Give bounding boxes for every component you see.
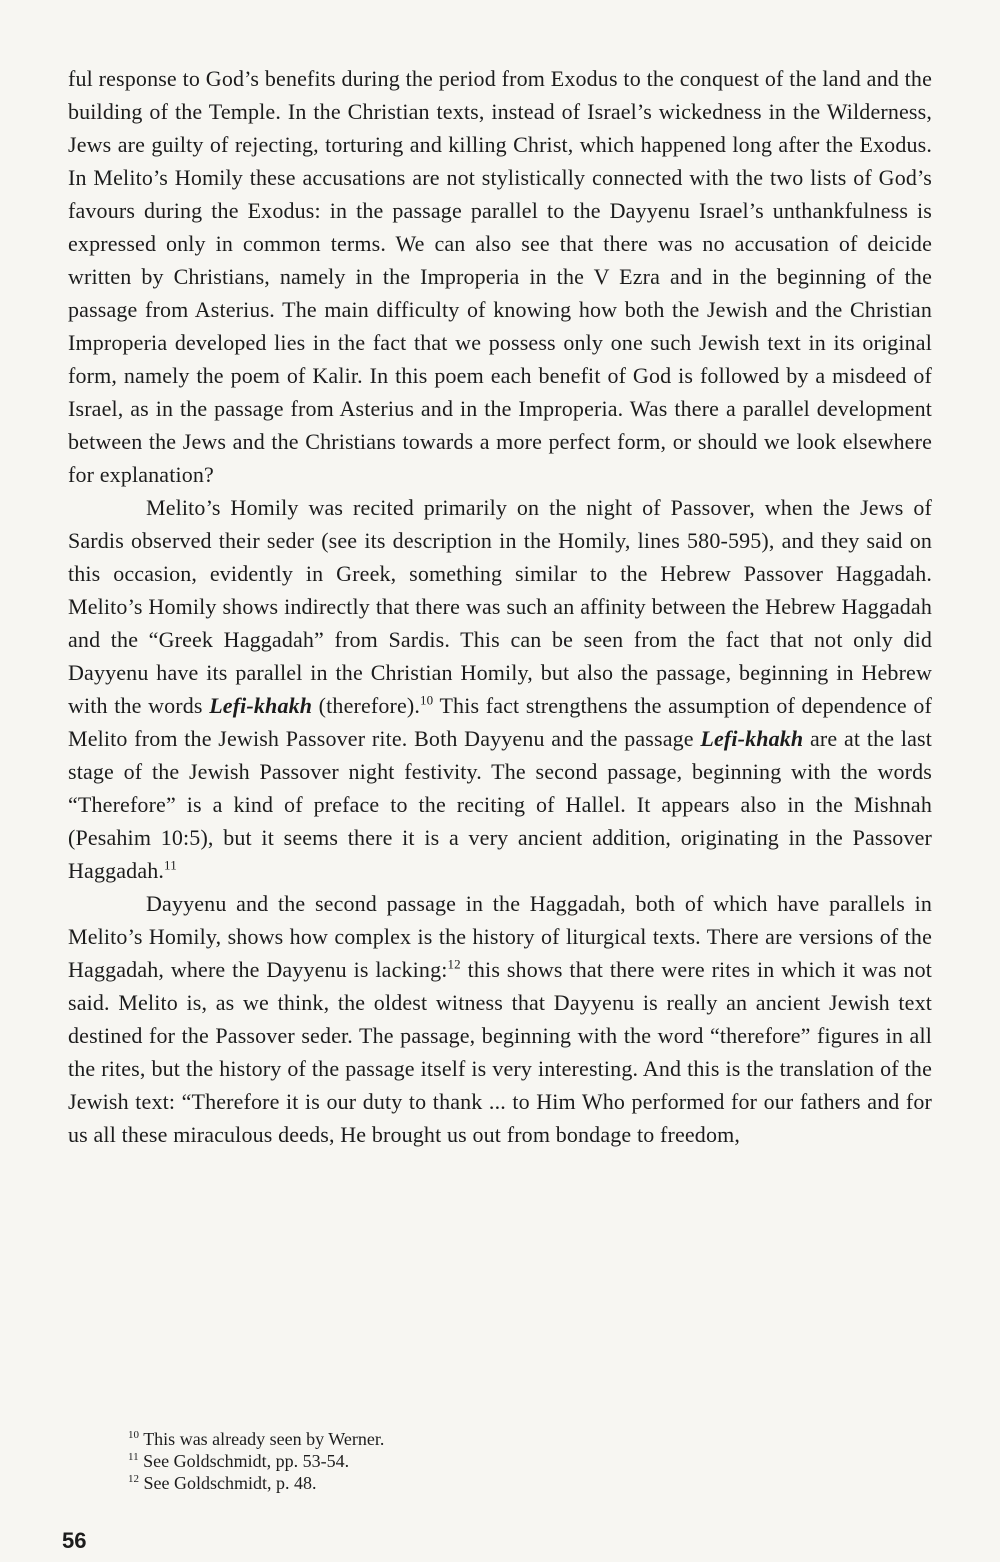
paragraph-2 (68, 491, 932, 887)
text-run: (therefore). (312, 693, 421, 718)
footnote-11 (128, 1450, 828, 1472)
text-run: Dayyenu and the second passage in the Haggadah, both of which have parallels in Melito’s Homily, shows how complex is the history of liturgical texts. There are versions of the Haggadah, where the Dayyenu is lacking: (68, 891, 932, 982)
footnotes (128, 1428, 828, 1494)
footnote-marker: 12 (128, 1473, 139, 1485)
footnote-12 (128, 1472, 828, 1494)
footnote-text: See Goldschmidt, pp. 53-54. (143, 1451, 350, 1471)
footnote-marker: 10 (128, 1429, 139, 1441)
paragraph-3 (68, 887, 932, 1151)
italic-term: Lefi-khakh (209, 693, 313, 718)
footnote-reference: 10 (420, 692, 434, 708)
footnote-marker: 11 (128, 1451, 139, 1463)
text-run: Melito’s Homily was recited primarily on the night of Passover, when the Jews of Sardis observed their seder (see its description in the Homily, lines 580-595), and they said on this occasion, evidently in Greek, something similar to the Hebrew Passover Haggadah. Melito’s Homily shows indirectly that there was such an affinity between the Hebrew Haggadah and the “Greek Haggadah” from Sardis. This can be seen from the fact that not only did Dayyenu have its parallel in the Christian Homily, but also the passage, beginning in Hebrew with the words (68, 495, 932, 718)
footnote-reference: 11 (164, 857, 177, 873)
italic-term: Lefi-khakh (700, 726, 804, 751)
footnote-text: See Goldschmidt, p. 48. (143, 1473, 317, 1493)
text-run: ful response to God’s benefits during the period from Exodus to the conquest of the land and the building of the Temple. In the Christian texts, instead of Israel’s wickedness in the Wilderness, Jews are guilty of rejecting, torturing and killing Christ, which happened long after the Exodus. In Melito’s Homily these accusations are not stylistically connected with the two lists of God’s favours during the Exodus: in the passage parallel to the Dayyenu Israel’s unthankfulness is expressed only in common terms. We can also see that there was no accusation of deicide written by Christians, namely in the Improperia in the V Ezra and in the beginning of the passage from Asterius. The main difficulty of knowing how both the Jewish and the Christian Improperia developed lies in the fact that we possess only one such Jewish text in its original form, namely the poem of Kalir. In this poem each benefit of God is followed by a misdeed of Israel, as in the passage from Asterius and in the Improperia. Was there a parallel development between the Jews and the Christians towards a more perfect form, or should we look elsewhere for explanation? (68, 66, 932, 487)
page-number: 56 (62, 1528, 87, 1553)
text-run: This fact strengthens the assumption of dependence of Melito from the Jewish Passover rite. Both Dayyenu and the passage (68, 693, 932, 751)
footnote-10 (128, 1428, 828, 1450)
text-run: are at the last stage of the Jewish Passover night festivity. The second passage, beginning with the words “Therefore” is a kind of preface to the reciting of Hallel. It appears also in the Mishnah (Pesahim 10:5), but it seems there it is a very ancient addition, originating in the Passover Haggadah. (68, 726, 932, 883)
main-text (68, 62, 932, 1151)
footnote-reference: 12 (447, 956, 461, 972)
paragraph-1 (68, 62, 932, 491)
text-run: this shows that there were rites in which it was not said. Melito is, as we think, the oldest witness that Dayyenu is really an ancient Jewish text destined for the Passover seder. The passage, beginning with the word “therefore” figures in all the rites, but the history of the passage itself is very interesting. And this is the translation of the Jewish text: “Therefore it is our duty to thank ... to Him Who performed for our fathers and for us all these miraculous deeds, He brought us out from bondage to freedom, (68, 957, 932, 1147)
footnote-text: This was already seen by Werner. (143, 1429, 385, 1449)
